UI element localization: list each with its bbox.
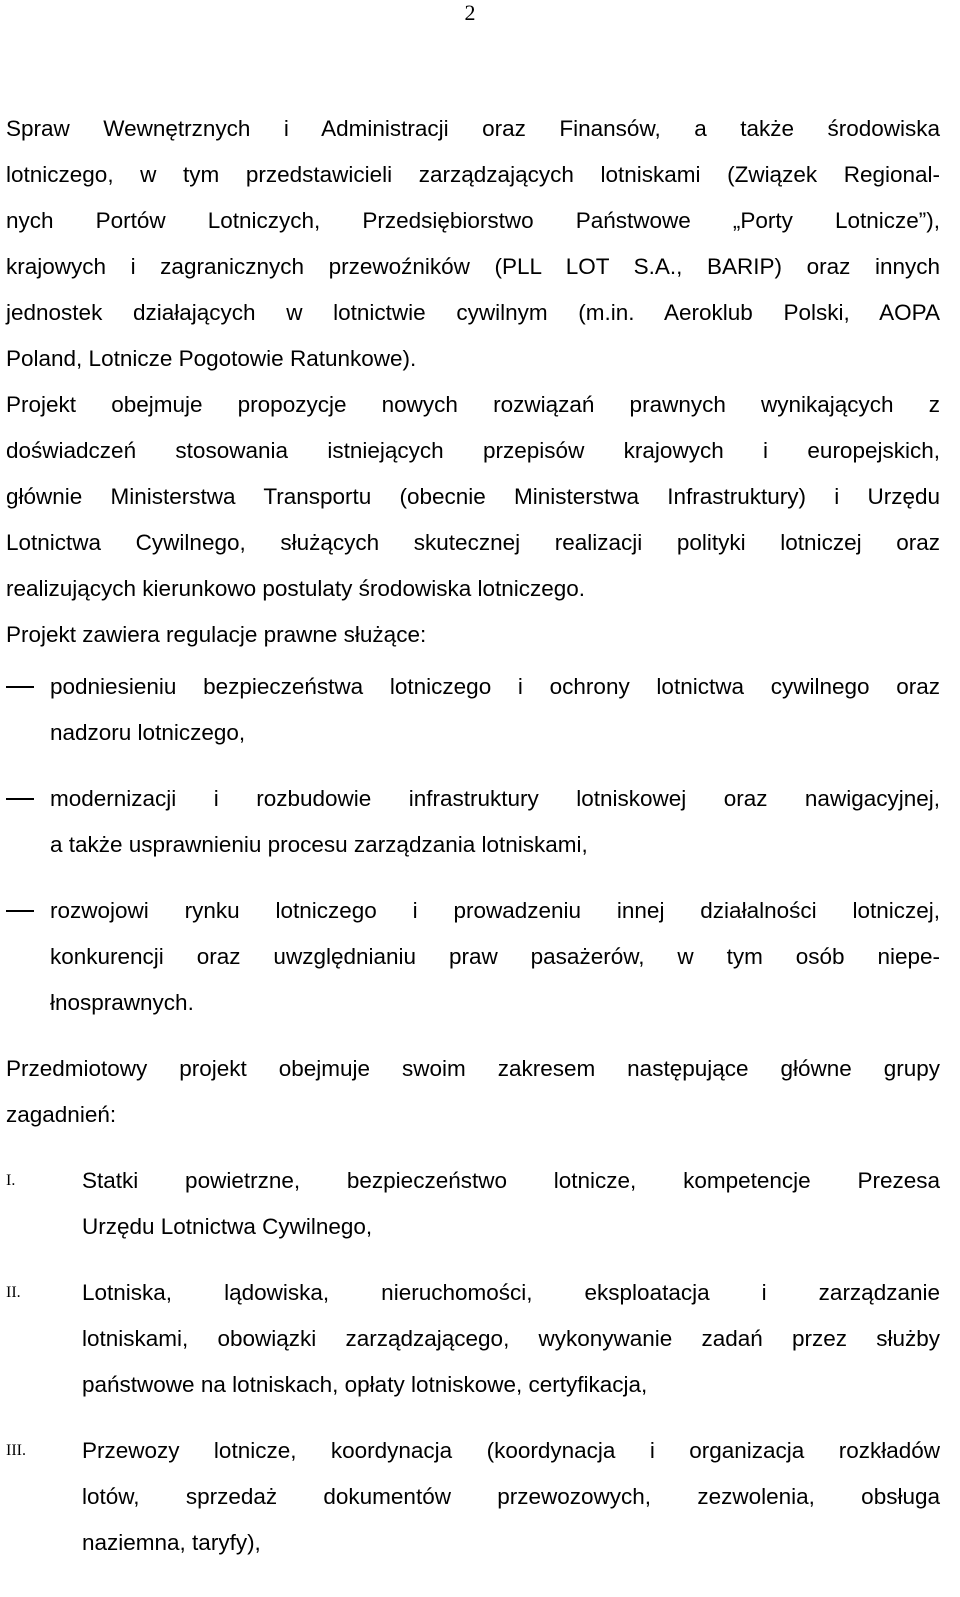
dash-bullet	[6, 798, 34, 800]
text-line: Urzędu Lotnictwa Cywilnego,	[82, 1214, 373, 1239]
text-line: państwowe na lotniskach, opłaty lotniskowe, certyfikacja,	[82, 1372, 648, 1397]
projekt-paragraph	[6, 382, 940, 612]
text-line: jednostek działających w lotnictwie cywilnym (m.in. Aeroklub Polski, AOPA	[6, 300, 940, 325]
regulacje-intro	[6, 612, 940, 658]
roman-numeral: I.	[6, 1172, 16, 1189]
document-body	[6, 106, 940, 1566]
dash-bullet	[6, 686, 34, 688]
text-line: lotniczego, w tym przedstawicieli zarządzających lotniskami (Związek Regional-	[6, 162, 940, 187]
text-line: doświadczeń stosowania istniejących przepisów krajowych i europejskich,	[6, 438, 940, 463]
text-line: Statki powietrzne, bezpieczeństwo lotnicze, kompetencje Prezesa	[82, 1168, 940, 1193]
roman-list-item	[6, 1428, 940, 1566]
roman-list-item	[6, 1270, 940, 1408]
text-line: Poland, Lotnicze Pogotowie Ratunkowe).	[6, 346, 417, 371]
dash-bullet	[6, 910, 34, 912]
text-line: Przewozy lotnicze, koordynacja (koordynacja i organizacja rozkładów	[82, 1438, 940, 1463]
text-line: Projekt obejmuje propozycje nowych rozwiązań prawnych wynikających z	[6, 392, 940, 417]
grupy-intro	[6, 1046, 940, 1138]
text-line: Spraw Wewnętrznych i Administracji oraz Finansów, a także środowiska	[6, 116, 940, 141]
text-line: lotów, sprzedaż dokumentów przewozowych, zezwolenia, obsługa	[82, 1484, 940, 1509]
text-line: Lotnictwa Cywilnego, służących skutecznej realizacji polityki lotniczej oraz	[6, 530, 940, 555]
text-line: modernizacji i rozbudowie infrastruktury lotniskowej oraz nawigacyjnej,	[50, 786, 940, 811]
text-line: Przedmiotowy projekt obejmuje swoim zakresem następujące główne grupy	[6, 1056, 940, 1081]
text-line: głównie Ministerstwa Transportu (obecnie Ministerstwa Infrastruktury) i Urzędu	[6, 484, 940, 509]
text-line: naziemna, taryfy),	[82, 1530, 261, 1555]
text-line: Projekt zawiera regulacje prawne służące:	[6, 622, 427, 647]
text-line: realizujących kierunkowo postulaty środowiska lotniczego.	[6, 576, 586, 601]
list-item	[6, 776, 940, 868]
text-line: zagadnień:	[6, 1102, 117, 1127]
text-line: nadzoru lotniczego,	[50, 720, 246, 745]
text-line: łnosprawnych.	[50, 990, 194, 1015]
text-line: lotniskami, obowiązki zarządzającego, wykonywanie zadań przez służby	[82, 1326, 940, 1351]
text-line: nych Portów Lotniczych, Przedsiębiorstwo Państwowe „Porty Lotnicze”),	[6, 208, 940, 233]
text-line: a także usprawnieniu procesu zarządzania lotniskami,	[50, 832, 588, 857]
text-line: podniesieniu bezpieczeństwa lotniczego i ochrony lotnictwa cywilnego oraz	[50, 674, 940, 699]
list-item	[6, 664, 940, 756]
text-line: Lotniska, lądowiska, nieruchomości, eksploatacja i zarządzanie	[82, 1280, 940, 1305]
roman-list-item	[6, 1158, 940, 1250]
text-line: krajowych i zagranicznych przewoźników (PLL LOT S.A., BARIP) oraz innych	[6, 254, 940, 279]
text-line: konkurencji oraz uwzględnianiu praw pasażerów, w tym osób niepe-	[50, 944, 940, 969]
page-number: 2	[464, 0, 476, 25]
text-line: rozwojowi rynku lotniczego i prowadzeniu innej działalności lotniczej,	[50, 898, 940, 923]
list-item	[6, 888, 940, 1026]
intro-paragraph	[6, 106, 940, 382]
roman-numeral: II.	[6, 1284, 21, 1301]
roman-numeral: III.	[6, 1442, 26, 1459]
